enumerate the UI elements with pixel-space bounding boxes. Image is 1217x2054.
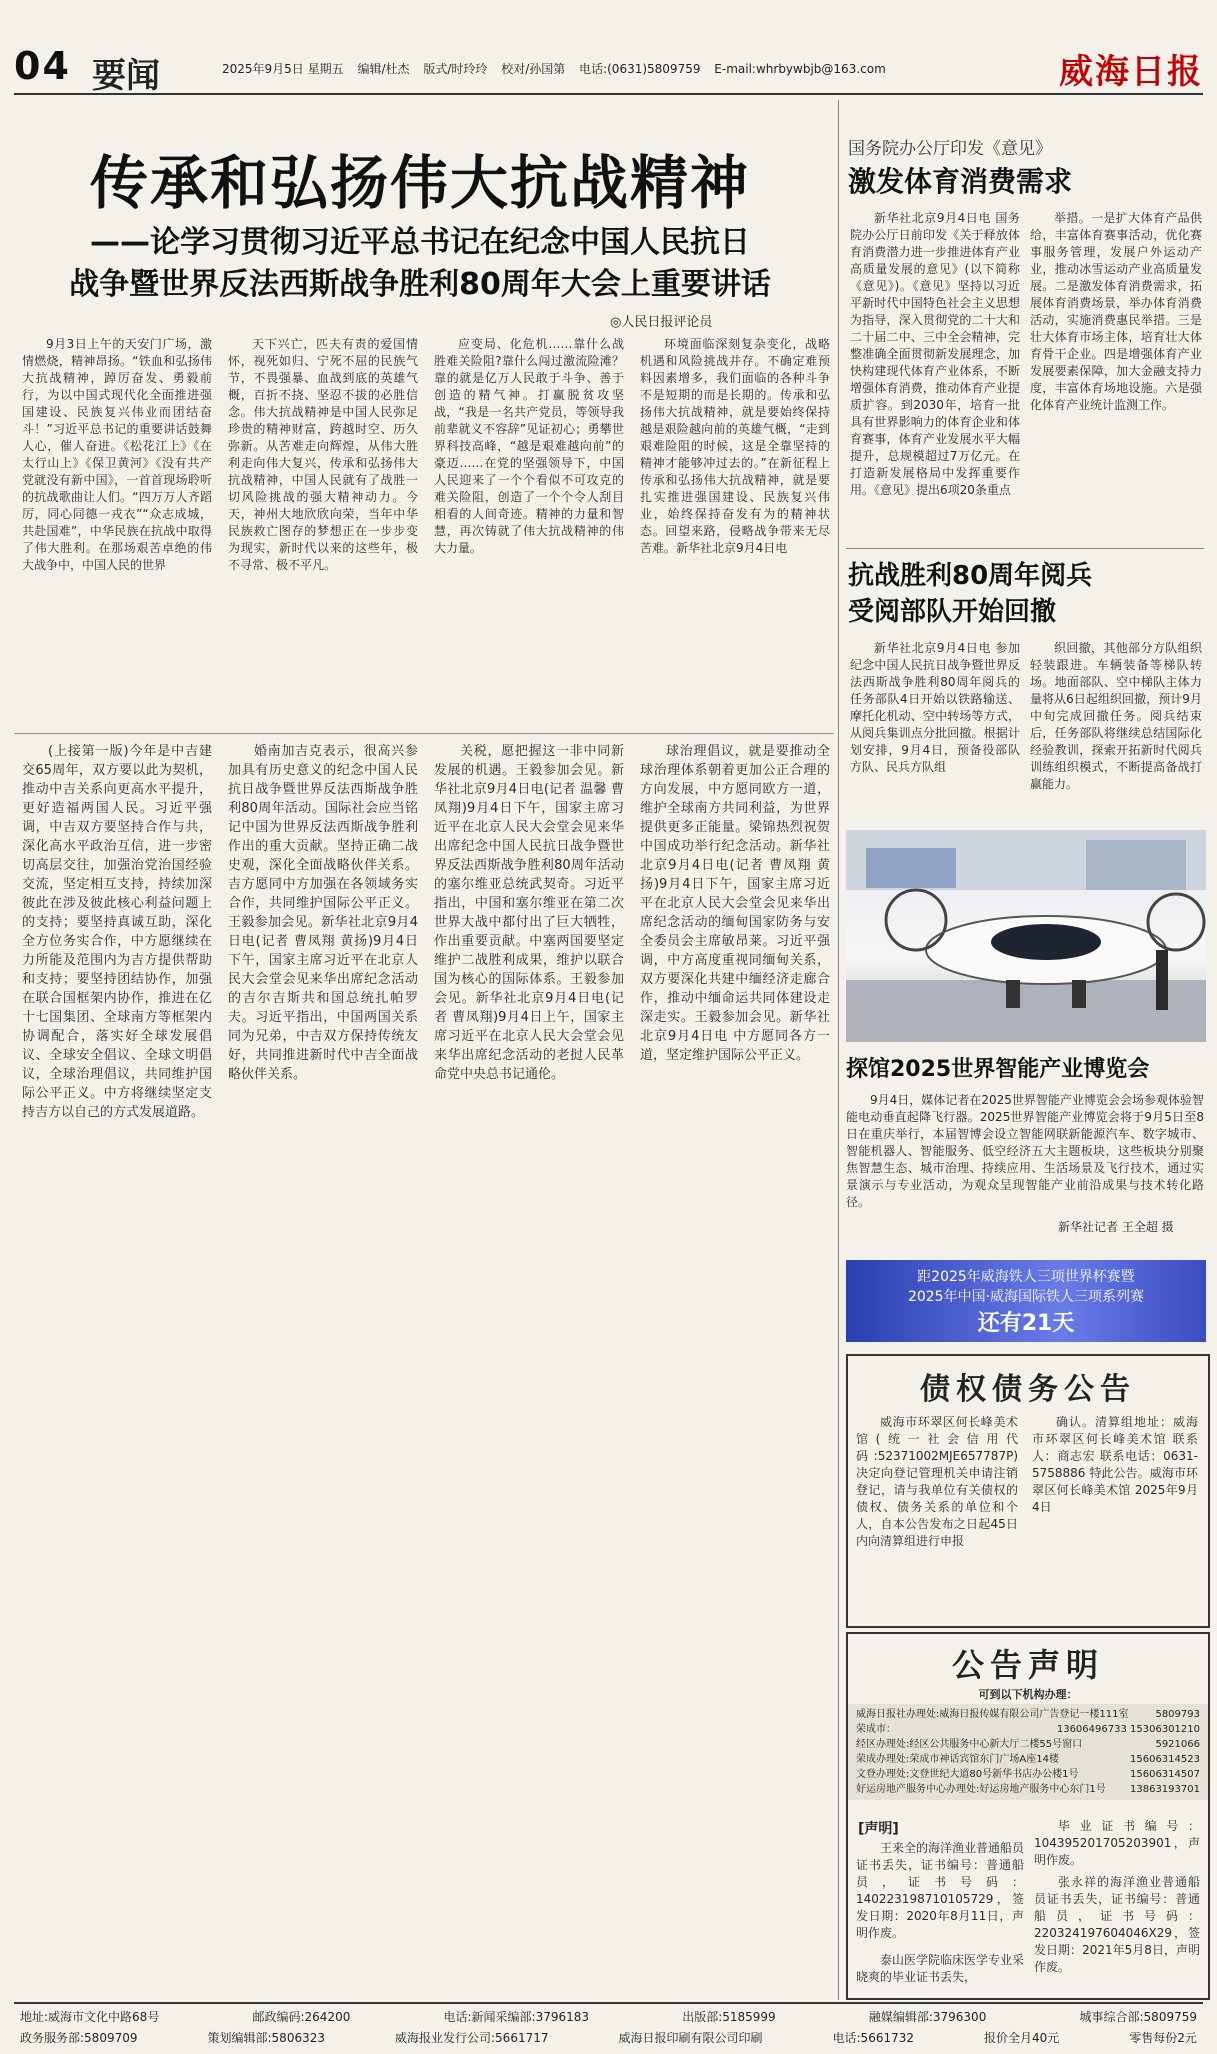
office-row: 荣成办理处:荣成市神话宾馆东门广场A座14楼 15606314523 [856,1754,1200,1765]
phone: 电话:(0631)5809759 [579,62,701,76]
lead-column-3: 应变局、化危机……靠什么战胜难关险阻?靠什么闯过激流险滩？靠的就是亿万人民敢于斗争、善于创造的精气神。打赢脱贫攻坚战，“我是一名共产党员，等领导我前辈就义不容辞”见证初心；勇攀世界科技高峰，“越是艰难越向前”的豪迈……在党的坚强领导下，中国人民迎来了一个个看似不可攻克的难关险阻，创造了一个个令人刮目相看的人间奇迹。精神的力量和智慧，再次铸就了伟大抗战精神的伟大力量。 [434,337,624,555]
footer-row-1: 地址:威海市文化中路68号 邮政编码:264200 电话:新闻采编部:3796183 出版部:5185999 融媒编辑部:3796300 城事综合部:5809759 [20,2010,1197,2024]
expo-photo [846,830,1206,1042]
email: E-mail:whrbywbjb@163.com [714,62,886,76]
lead-column-1: 9月3日上午的天安门广场，激情燃烧，精神昂扬。“铁血和弘扬伟大抗战精神，踔厉奋发、勇毅前行，为以中国式现代化全面推进强国建设、民族复兴伟业而团结奋斗！”习近平总书记的重要讲话鼓舞人心，催人奋进。《松花江上》《在太行山上》《保卫黄河》《没有共产党就没有新中国》，一首首现场聆听的抗战歌曲让人们。“四万万人齐蹈厉，同心同德一戎衣”“众志成城，共赴国难”，中华民族在抗战中取得了伟大胜利。在那场艰苦卓绝的伟大战争中，中国人民的世界 [22,337,212,572]
page-number: 04 [14,44,71,88]
page-footer [14,2002,1203,2052]
lead-column-4: 环境面临深刻复杂变化，战略机遇和风险挑战并存。不确定难预料因素增多，我们面临的各种斗争不是短期的而是长期的。传承和弘扬伟大抗战精神，就是要始终保持越是艰险越向前的英雄气概，“走到艰难险阻的时候，这是全靠坚持的精神才能够冲过去的。”在新征程上传承和弘扬伟大抗战精神，就是要扎实推进强国建设、民族复兴伟业，始终保持奋发有为的精神状态。回望来路，侵略战争带来无尽苦难。新华社北京9月4日电 [640,337,830,555]
proofreader: 校对/孙国第 [501,62,566,76]
section-name: 要闻 [92,56,160,96]
footer-row-2: 政务服务部:5809709 策划编辑部:5806323 威海报业发行公司:5661717 威海日报印刷有限公司印刷 电话:5661732 报价全月40元 零售每份2元 [20,2031,1197,2045]
public-notice-offices [848,1704,1208,1800]
debt-notice-title: 债权债务公告 [920,1372,1136,1407]
header-meta [222,60,896,77]
expo-caption: 9月4日，媒体记者在2025世界智能产业博览会会场参观体验智能电动垂直起降飞行器。2025世界智能产业博览会将于9月5日至8日在重庆举行，本届智博会设立智能网联新能源汽车、数字城市、智能机器人、智能服务、低空经济五大主题板块，这些板块分别聚焦智慧生态、城市治理、持续应用、生活场景及飞行技术，通过实景演示与专业活动，为观众呈现智能产业前沿成果与技术转化路径。 [846,1093,1204,1209]
story-parade-column-2: 织回撤，其他部分方队组织轻装跟进。车辆装备等梯队转场。地面部队、空中梯队主体力量将从6日起组织回撤，预计9月中旬完成回撤任务。阅兵结束后，任务部队将继续总结国际化经验教训，探索开拓新时代阅兵训练组织模式，不断提高备战打赢能力。 [1030,641,1202,791]
declaration-1: 王来全的海洋渔业普通船员证书丢失，证书编号：普通船员，证书号码：140223198710105729，签发日期：2020年8月11日，声明作废。 [856,1841,1024,1940]
lead-subhead-line-1: ——论学习贯彻习近平总书记在纪念中国人民抗日 [90,225,750,260]
body-column-2: 婚南加吉克表示，很高兴参加具有历史意义的纪念中国人民抗日战争暨世界反法西斯战争胜利80周年活动。国际社会应当铭记中国为世界反法西斯战争胜利作出的重大贡献。坚持正确二战史观，深化全面战略伙伴关系。吉方愿同中方加强在各领域务实合作，共同维护国际公平正义。王毅参加会见。新华社北京9月4日电(记者 曹凤翔 黄扬)9月4日下午，国家主席习近平在北京人民大会堂会见来华出席纪念活动的吉尔吉斯共和国总统扎帕罗夫。习近平指出，中国两国关系同为兄弟，中吉双方保持传统友好，共同推进新时代中吉全面战略伙伴关系。 [228,744,418,1082]
lead-headline: 传承和弘扬伟大抗战精神 [89,149,750,217]
triathlon-countdown-banner [846,1260,1206,1342]
office-row: 荣成市： 13606496733 15306301210 [856,1724,1200,1735]
public-notice-subtitle: 可到以下机构办理： [978,1688,1078,1701]
debt-notice-column-2: 确认。清算组地址：威海市环翠区何长峰美术馆 联系人：商志宏 联系电话：0631-5758886 特此公告。威海市环翠区何长峰美术馆 2025年9月4日 [1032,1415,1198,1514]
story-parade-title: 抗战胜利80周年阅兵 受阅部队开始回撤 [848,561,1093,627]
expo-photo-illustration [846,830,1206,1042]
office-row: 威海日报社办理处:威海日报传媒有限公司广告登记一楼111室 5809793 [856,1709,1200,1720]
header-rule [14,93,1203,95]
office-row: 好运房地产服务中心办理处:好运房地产服务中心东门1号 13863193701 [856,1784,1200,1795]
divider-vertical [838,100,839,2000]
body-column-3: 关税，愿把握这一非中同新发展的机遇。王毅参加会见。新华社北京9月4日电(记者 温馨 曹凤翔)9月4日下午，国家主席习近平在北京人民大会堂会见来华出席纪念中国人民抗日战争暨世界反法西斯战争胜利80周年活动的塞尔维亚总统武契奇。习近平指出，中国和塞尔维亚在第二次世界大战中都付出了巨大牺牲，作出重要贡献。中塞两国要坚定维护二战胜利成果，维护以联合国为核心的国际体系。王毅参加会见。新华社北京9月4日电(记者 曹凤翔)9月4日上午，国家主席习近平在北京人民大会堂会见来华出席纪念活动的老挝人民革命党中央总书记通伦。 [434,744,624,1082]
story-sports-kicker: 国务院办公厅印发《意见》 [848,139,1052,159]
masthead-logo: 威海日报 [1059,52,1203,92]
issue-date: 2025年9月5日 星期五 [222,62,344,76]
office-row: 文登办理处:文登世纪大道80号新华书店办公楼1号 15606314507 [856,1769,1200,1780]
debt-notice-column-1: 威海市环翠区何长峰美术馆(统一社会信用代码:52371002MJE657787P)决定向登记管理机关申请注销登记，请与我单位有关债权的债权、债务关系的单位和个人，自本公告发布之日起45日内向清算组进行申报 [856,1415,1018,1548]
declaration-2: 泰山医学院临床医学专业采晓爽的毕业证书丢失， [856,1953,1024,1984]
story-sports-column-2: 举措。一是扩大体育产品供给，丰富体育赛事活动，优化赛事服务管理，发展户外运动产业，推动冰雪运动产业高质量发展。二是激发体育消费需求，拓展体育消费场景，举办体育消费活动，实施消费惠民举措。三是壮大体育市场主体，培育壮大体育骨干企业。四是增强体育产业发展要素保障，加大金融支持力度，丰富体育场地设施。六是强化体育产业统计监测工作。 [1030,211,1202,412]
story-parade-column-1: 新华社北京9月4日电 参加纪念中国人民抗日战争暨世界反法西斯战争胜利80周年阅兵的任务部队4日开始以铁路输送、摩托化机动、空中转场等方式，从阅兵集训点分批回撤。根据计划安排，9月4日，预备役部队方队、民兵方队组 [850,641,1020,774]
expo-photo-credit: 新华社记者 王全超 摄 [1058,1220,1174,1234]
expo-title: 探馆2025世界智能产业博览会 [846,1057,1150,1082]
body-column-4: 球治理倡议，就是要推动全球治理体系朝着更加公正合理的方向发展，中方愿同欧方一道，维护全球南方共同利益，为世界提供更多正能量。梁锦热烈祝贺中国成功举行纪念活动。新华社北京9月4日电(记者 曹凤翔 黄扬)9月4日下午，国家主席习近平在北京人民大会堂会见来华出席纪念活动的缅甸国家防务与安全委员会主席敏昂莱。习近平强调，中方高度重视同缅甸关系，双方要深化共建中缅经济走廊合作，推动中缅命运共同体建设走深走实。王毅参加会见。新华社北京9月4日电 中方愿同各方一道，坚定维护国际公平正义。 [640,744,830,1063]
public-notice-title: 公告声明 [951,1646,1104,1684]
declaration-3: 毕业证书编号：104395201705203901，声明作废。 [1034,1819,1200,1867]
divider-right-1 [846,548,1204,549]
layout-editor: 版式/时玲玲 [423,62,488,76]
lead-subhead [20,222,820,306]
lead-column-2: 天下兴亡，匹夫有责的爱国情怀，视死如归、宁死不屈的民族气节，不畏强暴、血战到底的英雄气概，百折不挠、坚忍不拔的必胜信念。伟大抗战精神是中国人民弥足珍贵的精神财富，跨越时空、历久弥新。从苦难走向辉煌，从伟大胜利走向伟大复兴，传承和弘扬伟大抗战精神，中国人民就有了战胜一切风险挑战的强大精神动力。今天，神州大地欣欣向荣，当年中华民族救亡图存的梦想正在一步步变为现实，新时代以来的这些年，极不寻常、极不平凡。 [228,337,418,572]
lead-subhead-line-2: 战争暨世界反法西斯战争胜利80周年大会上重要讲话 [69,267,771,302]
banner-line-1: 距2025年威海铁人三项世界杯赛暨 [917,1269,1135,1285]
lead-byline: ◎人民日报评论员 [610,315,713,330]
story-sports-column-1: 新华社北京9月4日电 国务院办公厅日前印发《关于释放体育消费潜力进一步推进体育产业高质量发展的意见》(以下简称《意见》)。《意见》坚持以习近平新时代中国特色社会主义思想为指导，深入贯彻党的二十大和二十届二中、三中全会精神，完整准确全面贯彻新发展理念，加快构建现代体育产业体系，不断增强体育消费，推动体育产业提质扩容。到2030年，培育一批具有世界影响力的体育企业和体育赛事，体育产业发展水平大幅提升，总规模超过7万亿元。在打造新发展格局中发挥重要作用。《意见》提出6项20条重点 [850,211,1020,497]
debt-notice-box [846,1354,1210,1628]
declaration-label: [声明] [858,1821,899,1837]
office-row: 经区办理处:经区公共服务中心新大厅二楼55号窗口 5921066 [856,1739,1200,1750]
banner-countdown: 还有21天 [977,1311,1075,1336]
body-column-1: (上接第一版)今年是中吉建交65周年，双方要以此为契机，推动中吉关系向更高水平提升，更好造福两国人民。习近平强调，中吉双方要坚持合作与共，深化高水平政治互信，进一步密切高层交往，加强治党治国经验交流，坚定相互支持，持续加深彼此在涉及彼此核心利益问题上的支持；要坚持真诚互助，深化全方位务实合作，中方愿继续在力所能及范围内为吉方提供帮助和支持；要坚持团结协作，加强在联合国框架内协作，推进在亿十七国集团、全球南方等框架内协调配合，落实好全球发展倡议、全球安全倡议、全球文明倡议，全球治理倡议，共同维护国际公平正义。中方将继续坚定支持吉方以自己的方式发展道路。 [22,744,212,1120]
public-notice-box [846,1632,1210,2000]
editor: 编辑/杜杰 [357,62,410,76]
declaration-4: 张永祥的海洋渔业普通船员证书丢失，证书编号：普通船员，证书号码：220324197604046X29，签发日期：2021年5月8日，声明作废。 [1034,1875,1200,1974]
banner-line-2: 2025年中国·威海国际铁人三项系列赛 [907,1289,1145,1305]
story-sports-title: 激发体育消费需求 [848,165,1073,198]
divider-lead-bottom [14,733,834,734]
